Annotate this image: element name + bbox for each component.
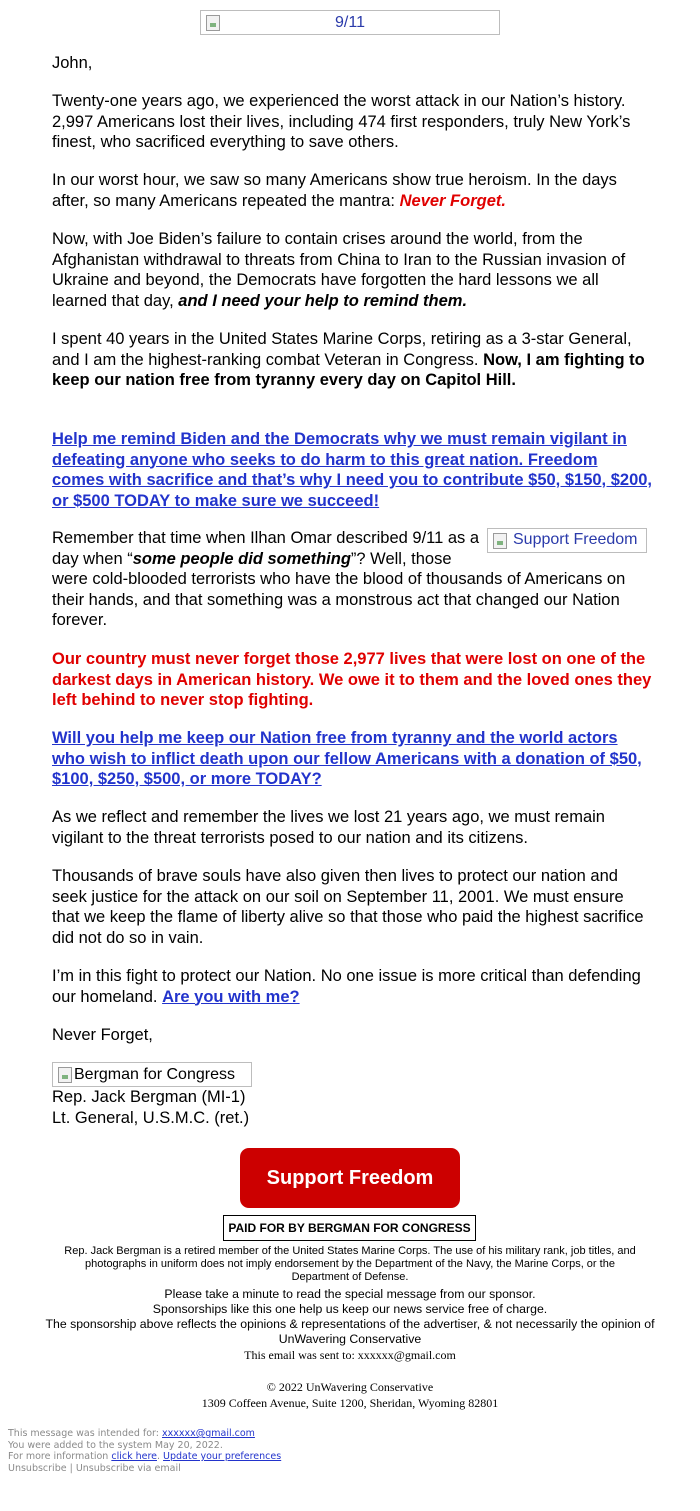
address: 1309 Coffeen Avenue, Suite 1200, Sheridan, Wyoming 82801 <box>201 1396 499 1410</box>
broken-image-icon <box>493 533 507 549</box>
red-paragraph: Our country must never forget those 2,977 lives that were lost on one of the darkest days in American history. We owe it to them and the loved ones they left behind to never stop fighting. <box>52 650 652 709</box>
footer-email-link[interactable]: xxxxxx@gmail.com <box>162 1428 255 1439</box>
paragraph-2 <box>52 170 652 211</box>
footer-intended <box>8 1428 688 1440</box>
paragraph-5-quote: some people did something <box>132 549 351 568</box>
footer-more-info <box>8 1451 688 1463</box>
paragraph-8 <box>52 966 652 1007</box>
signature-image <box>52 1062 252 1087</box>
unsubscribe-email-link[interactable]: Unsubscribe via email <box>75 1462 181 1474</box>
sponsor-line-1: Please take a minute to read the special message from our sponsor. <box>164 1287 536 1301</box>
paragraph-4-text: I spent 40 years in the United States Marine Corps, retiring as a 3-star General, and I am the highest-ranking combat Veteran in Congress. <box>52 330 632 369</box>
update-preferences-link[interactable]: Update your preferences <box>163 1451 282 1462</box>
header-image-alt: 9/11 <box>335 13 365 31</box>
broken-image-icon <box>58 1067 72 1083</box>
disclaimer: Rep. Jack Bergman is a retired member of the United States Marine Corps. The use of his military rank, job titles, and photographs in uniform does not imply endorsement by the Department of the Navy, the Marine Corps, or the Department of Defense. <box>64 1245 636 1283</box>
paragraph-2-text: In our worst hour, we saw so many Americans show true heroism. In the days after, so many Americans repeated the mantra: <box>52 171 617 210</box>
paragraph-8-text: I’m in this fight to protect our Nation. No one issue is more critical than defending our homeland. <box>52 967 641 1006</box>
copyright: © 2022 UnWavering Conservative <box>266 1380 434 1394</box>
paragraph-4-emphasis: Now, I am fighting to keep our nation free from tyranny every day on Capitol Hill. <box>52 350 645 389</box>
are-you-with-me-link[interactable]: Are you with me? <box>162 987 300 1006</box>
donate-link-2-paragraph <box>52 728 652 790</box>
paragraph-1: Twenty-one years ago, we experienced the worst attack in our Nation’s history. 2,997 Americans lost their lives, including 474 first responders, truly New York’s finest, who sacrificed everything to save others. <box>52 92 631 151</box>
footer-separator: | <box>66 1462 76 1474</box>
donate-link-2[interactable]: Will you help me keep our Nation free from tyranny and the world actors who wish to inflict death upon our fellow Americans with a donation of $50, $100, $250, $500, or more TODAY? <box>52 729 642 788</box>
paragraph-3-emphasis: and I need your help to remind them. <box>178 291 468 310</box>
sent-to: This email was sent to: xxxxxx@gmail.com <box>244 1348 456 1362</box>
signoff: Never Forget, <box>52 1026 153 1044</box>
donate-link-1-paragraph <box>52 429 652 511</box>
greeting: John, <box>52 54 93 72</box>
signature-line-1: Rep. Jack Bergman (MI-1) <box>52 1088 246 1106</box>
footer-dot: . <box>157 1451 164 1462</box>
signature-image-alt: Bergman for Congress <box>74 1065 235 1083</box>
paragraph-7: Thousands of brave souls have also given then lives to protect our nation and seek justice for the attack on our soil on September 11, 2001. We must ensure that we keep the flame of liberty alive so that those who paid the highest sacrifice did not do so in vain. <box>52 867 644 947</box>
paragraph-5-post: ”? Well, those were cold-blooded terrorists who have the blood of thousands of Americans on their hands, and that something was a monstrous act that changed our Nation forever. <box>52 549 626 629</box>
paid-for-text: PAID FOR BY BERGMAN FOR CONGRESS <box>228 1221 471 1235</box>
footer-unsubscribe-row <box>8 1463 688 1475</box>
support-freedom-image-alt: Support Freedom <box>513 531 638 549</box>
support-freedom-image[interactable] <box>487 528 647 553</box>
signature-line-2: Lt. General, U.S.M.C. (ret.) <box>52 1109 250 1127</box>
support-freedom-button-label: Support Freedom <box>266 1166 434 1189</box>
donate-link-1[interactable]: Help me remind Biden and the Democrats why we must remain vigilant in defeating anyone who seeks to do harm to this great nation. Freedom comes with sacrifice and that’s why I need you to contribute $50, $150, $200, or $500 TODAY to make sure we succeed! <box>52 430 653 510</box>
paragraph-5 <box>52 528 652 631</box>
header-image <box>200 10 500 35</box>
footer-intended-prefix: This message was intended for: <box>8 1428 162 1439</box>
never-forget-emphasis: Never Forget. <box>399 191 506 210</box>
sponsor-block <box>30 1287 670 1347</box>
footer <box>8 1428 688 1474</box>
paid-for-box <box>223 1215 476 1241</box>
support-freedom-button[interactable] <box>240 1148 460 1208</box>
paragraph-6: As we reflect and remember the lives we lost 21 years ago, we must remain vigilant to the threat terrorists posed to our nation and its citizens. <box>52 808 605 847</box>
click-here-link[interactable]: click here <box>111 1451 157 1462</box>
paragraph-3 <box>52 229 652 311</box>
paragraph-4 <box>52 329 652 391</box>
footer-added: You were added to the system May 20, 2022. <box>8 1439 223 1451</box>
unsubscribe-link[interactable]: Unsubscribe <box>8 1462 67 1474</box>
footer-more-info-prefix: For more information <box>8 1451 112 1462</box>
sponsor-line-3: The sponsorship above reflects the opinions & representations of the advertiser, & not necessarily the opinion of UnWavering Conservative <box>45 1317 655 1346</box>
sponsor-line-2: Sponsorships like this one help us keep our news service free of charge. <box>152 1302 548 1316</box>
paragraph-3-text: Now, with Joe Biden’s failure to contain crises around the world, from the Afghanistan withdrawal to threats from China to Iran to the Russian invasion of Ukraine and beyond, the Democrats have forgotten the hard lessons we all learned that day, <box>52 230 626 310</box>
paragraph-5-pre: Remember that time when Ilhan Omar described 9/11 as a day when “ <box>52 529 480 568</box>
